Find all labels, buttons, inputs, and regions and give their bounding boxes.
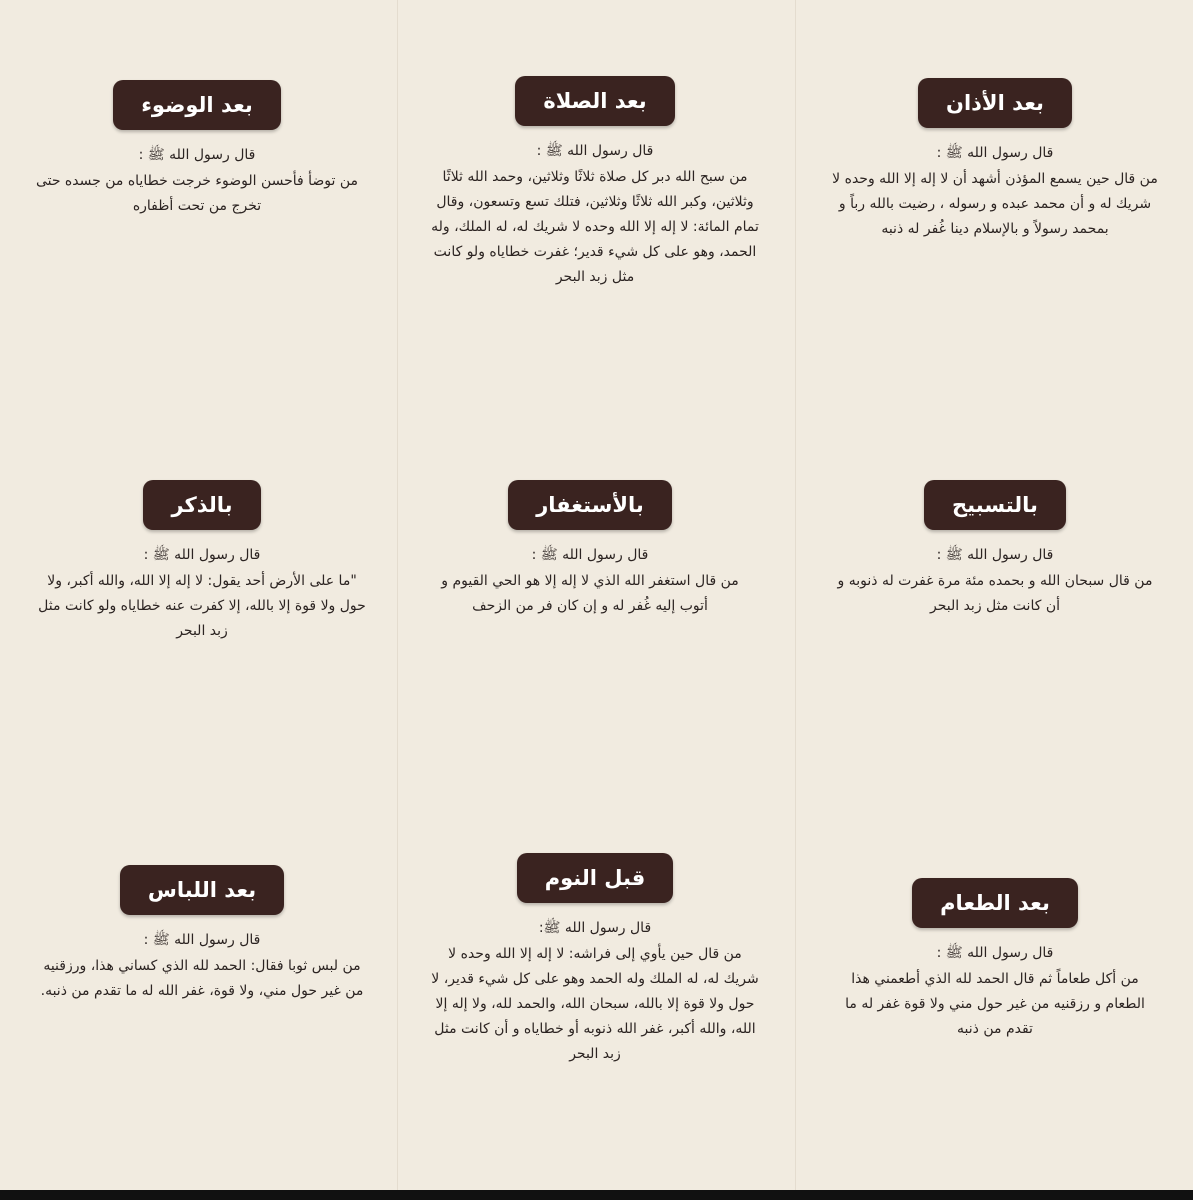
card-title: بعد الطعام [912, 878, 1078, 928]
hadith-text: من لبس ثوبا فقال: الحمد لله الذي كساني هذا، ورزقنيه من غير حول مني، ولا قوة، غفر الله له ما تقدم من ذنبه. [40, 958, 364, 999]
card-istighfar [425, 480, 755, 619]
hadith-text: من أكل طعاماً ثم قال الحمد لله الذي أطعمني هذا الطعام و رزقنيه من غير حول مني ولا قوة غفر له ما تقدم من ذنبه [845, 971, 1145, 1037]
column-divider [795, 0, 796, 1190]
card-after-dressing [37, 865, 367, 1004]
card-title: بالتسبيح [924, 480, 1066, 530]
card-before-sleep [430, 853, 760, 1067]
hadith-text: من قال سبحان الله و بحمده مئة مرة غفرت له ذنوبه و أن كانت مثل زبد البحر [837, 573, 1153, 614]
card-after-prayer [430, 76, 760, 290]
card-title: بعد الوضوء [113, 80, 281, 130]
card-after-food [830, 878, 1160, 1042]
card-after-adhan [830, 78, 1160, 242]
hadith-text: من قال حين يسمع المؤذن أشهد أن لا إله إلا الله وحده لا شريك له و أن محمد عبده و رسوله ، رضيت بالله رباً و بمحمد رسولاً و بالإسلام دينا غُفر له ذنبه [832, 171, 1158, 237]
card-dhikr [37, 480, 367, 644]
prophet-says: قال رسول الله ﷺ : [936, 547, 1054, 563]
card-title: بالأستغفار [508, 480, 672, 530]
hadith-text: من قال استغفر الله الذي لا إله إلا هو الحي القيوم و أتوب إليه غُفر له و إن كان فر من الزحف [441, 573, 739, 614]
card-title: قبل النوم [517, 853, 674, 903]
prophet-says: قال رسول الله ﷺ : [536, 143, 654, 159]
hadith-text: من قال حين يأوي إلى فراشه: لا إله إلا الله وحده لا شريك له، له الملك وله الحمد وهو على كل شيء قدير، لا حول ولا قوة إلا بالله، سبحان الله، والحمد لله، ولا إله إلا الله، والله أكبر، غفر الله ذنوبه أو خطاياه و أن كانت مثل زبد البحر [431, 946, 759, 1062]
prophet-says: قال رسول الله ﷺ : [531, 547, 649, 563]
prophet-says: قال رسول الله ﷺ : [936, 145, 1054, 161]
hadith-text: من توضأ فأحسن الوضوء خرجت خطاياه من جسده حتى تخرج من تحت أظفاره [35, 173, 359, 214]
prophet-says: قال رسول الله ﷺ : [936, 945, 1054, 961]
card-title: بالذكر [143, 480, 260, 530]
prophet-says: قال رسول الله ﷺ : [143, 547, 261, 563]
bottom-bar [0, 1190, 1193, 1200]
card-tasbeeh [830, 480, 1160, 619]
card-title: بعد اللباس [120, 865, 284, 915]
prophet-says: قال رسول الله ﷺ : [138, 147, 256, 163]
card-title: بعد الصلاة [515, 76, 674, 126]
column-divider [397, 0, 398, 1190]
prophet-says: قال رسول الله ﷺ : [143, 932, 261, 948]
card-title: بعد الأذان [918, 78, 1072, 128]
prophet-says: قال رسول الله ﷺ: [538, 920, 652, 936]
hadith-text: من سبح الله دبر كل صلاة ثلاثًا وثلاثين، وحمد الله ثلاثًا وثلاثين، وكبر الله ثلاثًا وثلاثين، فتلك تسع وتسعون، وقال تمام المائة: لا إله إلا الله وحده لا شريك له، له الملك، وله الحمد، وهو على كل شيء قدير؛ غفرت خطاياه ولو كانت مثل زبد البحر [431, 169, 759, 285]
card-after-wudu [32, 80, 362, 219]
hadith-text: "ما على الأرض أحد يقول: لا إله إلا الله، والله أكبر، ولا حول ولا قوة إلا بالله، إلا كفرت عنه خطاياه ولو كانت مثل زبد البحر [38, 573, 366, 639]
